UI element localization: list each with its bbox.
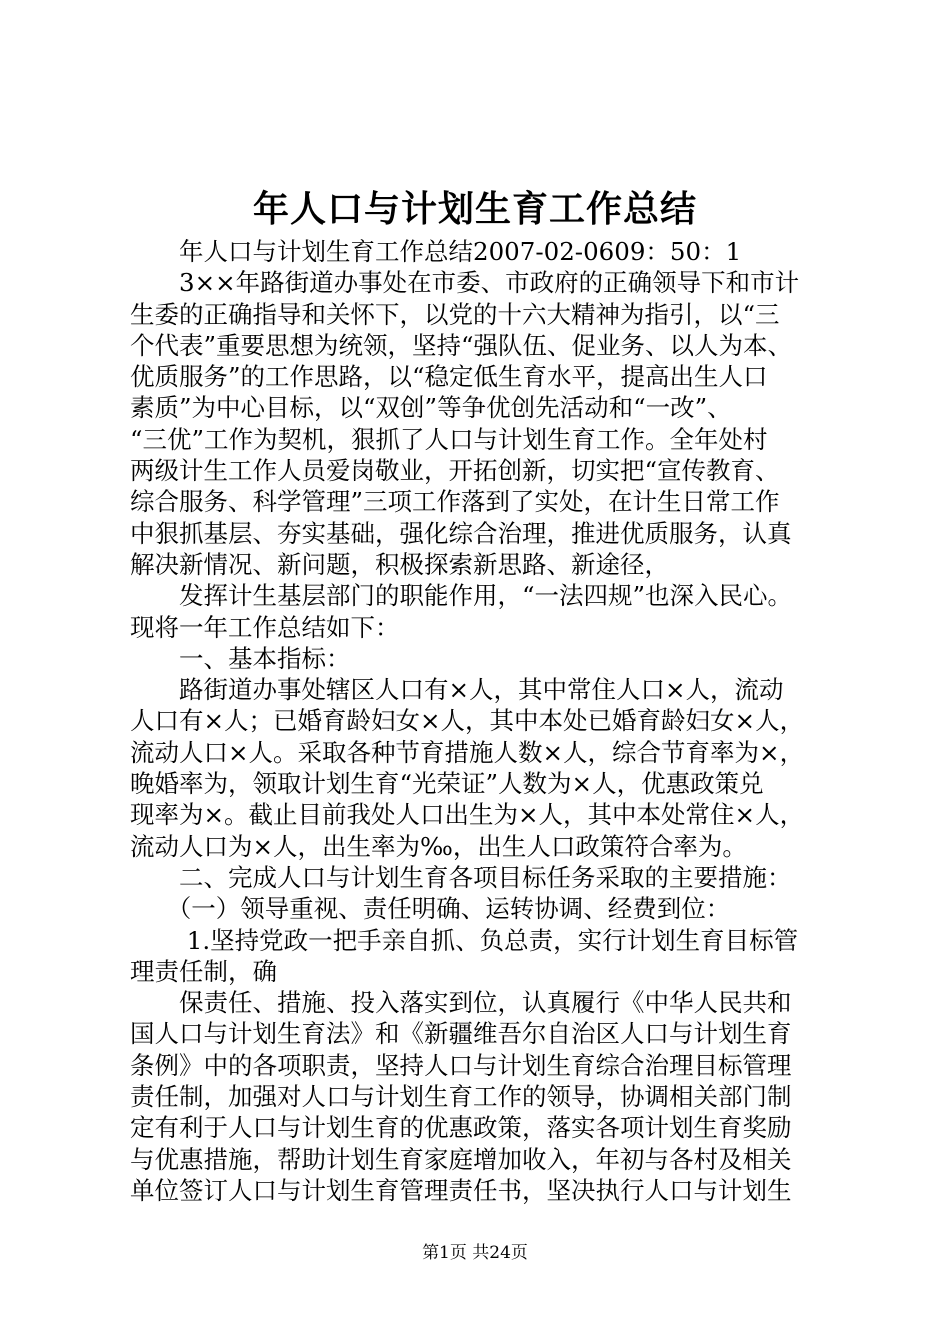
body-text-line: 年人口与计划生育工作总结2007-02-0609：50：1 [130, 237, 742, 266]
body-text-line: 素质”为中心目标，以“双创”等争优创先活动和“一改”、 [130, 393, 732, 423]
body-text-line: 生委的正确指导和关怀下，以党的十六大精神为指引，以“三 [130, 299, 780, 329]
body-text-line: 流动人口为×人，出生率为‰，出生人口政策符合率为。 [130, 831, 747, 861]
body-text-line: 现将一年工作总结如下： [130, 612, 400, 642]
body-text-line: 一、基本指标： [130, 643, 351, 673]
page-footer: 第1页 共24页 [422, 1243, 528, 1263]
body-text-line: 解决新情况、新问题，积极探索新思路、新途径， [130, 549, 669, 579]
body-text-line: 责任制，加强对人口与计划生育工作的领导，协调相关部门制 [130, 1082, 792, 1112]
body-text-line: 国人口与计划生育法》和《新疆维吾尔自治区人口与计划生育 [130, 1019, 792, 1049]
body-text-line: 现率为×。截止目前我处人口出生为×人，其中本处常住×人， [130, 800, 805, 830]
body-text-line: 晚婚率为，领取计划生育“光荣证”人数为×人，优惠政策兑 [130, 769, 764, 799]
body-text-line: 两级计生工作人员爱岗敬业，开拓创新，切实把“宣传教育、 [130, 456, 780, 486]
body-text-line: 流动人口×人。采取各种节育措施人数×人，综合节育率为×， [130, 737, 805, 767]
body-text-line: 1.坚持党政一把手亲自抓、负总责，实行计划生育目标管 [130, 925, 799, 955]
body-text-line: 优质服务”的工作思路，以“稳定低生育水平，提高出生人口 [130, 362, 768, 392]
body-text-line: 定有利于人口与计划生育的优惠政策，落实各项计划生育奖励 [130, 1113, 792, 1143]
document-title: 年人口与计划生育工作总结 [252, 188, 697, 230]
body-text-line: 与优惠措施，帮助计划生育家庭增加收入，年初与各村及相关 [130, 1144, 792, 1174]
body-text-line: 保责任、措施、投入落实到位，认真履行《中华人民共和 [130, 988, 792, 1018]
body-text-line: （一）领导重视、责任明确、运转协调、经费到位： [130, 894, 731, 924]
body-text-line: 人口有×人；已婚育龄妇女×人，其中本处已婚育龄妇女×人， [130, 706, 805, 736]
document-body [130, 236, 850, 1206]
body-text-line: 二、完成人口与计划生育各项目标任务采取的主要措施： [130, 862, 792, 892]
body-text-line: 单位签订人口与计划生育管理责任书，坚决执行人口与计划生 [130, 1175, 792, 1205]
body-text-line: 条例》中的各项职责，坚持人口与计划生育综合治理目标管理 [130, 1050, 792, 1080]
body-text-line: 3××年路街道办事处在市委、市政府的正确领导下和市计 [130, 268, 800, 298]
body-text-line: 理责任制，确 [130, 956, 277, 986]
body-text-line: 个代表”重要思想为统领，坚持“强队伍、促业务、以人为本、 [130, 330, 793, 360]
body-text-line: 路街道办事处辖区人口有×人，其中常住人口×人，流动 [130, 675, 784, 705]
body-text-line: “三优”工作为契机，狠抓了人口与计划生育工作。全年处村 [130, 424, 768, 454]
body-text-line: 综合服务、科学管理”三项工作落到了实处，在计生日常工作 [130, 487, 780, 517]
body-text-line: 发挥计生基层部门的职能作用，“一法四规”也深入民心。 [130, 581, 793, 611]
body-text-line: 中狠抓基层、夯实基础，强化综合治理，推进优质服务，认真 [130, 518, 792, 548]
